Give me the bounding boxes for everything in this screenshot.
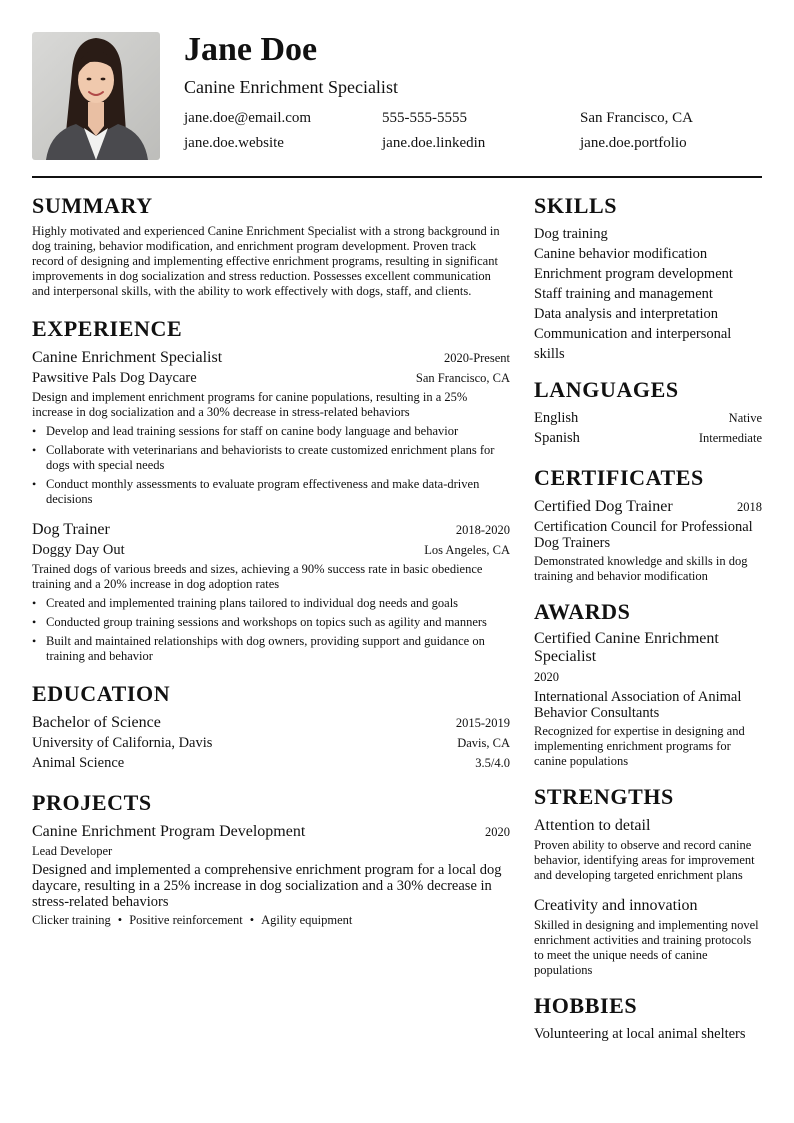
job-bullet: • Conduct monthly assessments to evaluate program effectiveness and make data-driven decisions <box>32 477 510 507</box>
summary-heading: SUMMARY <box>32 193 153 218</box>
education-heading: EDUCATION <box>32 681 171 706</box>
project-name: Canine Enrichment Program Development <box>32 823 306 840</box>
award-year: 2020 <box>534 670 559 684</box>
education-school: University of California, Davis <box>32 735 213 751</box>
language-level: Intermediate <box>698 431 762 445</box>
certificates-section <box>534 464 762 584</box>
summary-text: Highly motivated and experienced Canine Enrichment Specialist with a strong background in dog training, behavior modification, and enrichment program development. Proven track record of designing and implementing effective enrichment programs, resulting in significant improvements in dog socialization and stress reduction. Possesses excellent communication and interpersonal skills, with the ability to work effectively with dogs, staff, and clients. <box>32 224 500 298</box>
award-name: Certified Canine Enrichment Specialist <box>534 630 719 665</box>
project-year: 2020 <box>485 825 510 839</box>
skill-item: Data analysis and interpretation <box>534 306 719 322</box>
job-bullet: • Develop and lead training sessions for staff on canine body language and behavior <box>32 424 510 439</box>
candidate-name: Jane Doe <box>184 31 318 68</box>
job-location: San Francisco, CA <box>415 371 510 385</box>
header-divider <box>32 176 762 178</box>
job-bullet: • Created and implemented training plans tailored to individual dog needs and goals <box>32 596 510 611</box>
job-bullet: • Built and maintained relationships with dog owners, providing support and guidance on training and behavior <box>32 634 510 664</box>
tag-separator: • <box>249 913 255 927</box>
certificate-year: 2018 <box>737 500 762 514</box>
job-role: Canine Enrichment Specialist <box>32 349 223 366</box>
strength-name: Attention to detail <box>534 817 651 834</box>
skill-item: Staff training and management <box>534 286 713 302</box>
education-location: Davis, CA <box>457 736 510 750</box>
job-company: Doggy Day Out <box>32 542 125 558</box>
job-company: Pawsitive Pals Dog Daycare <box>32 370 197 386</box>
candidate-title: Canine Enrichment Specialist <box>184 77 398 97</box>
skill-item: Canine behavior modification <box>534 246 708 262</box>
languages-heading: LANGUAGES <box>534 377 679 402</box>
language-name: English <box>534 410 579 426</box>
job-bullet: • Collaborate with veterinarians and behaviorists to create customized enrichment plans for dogs with special needs <box>32 443 510 473</box>
job-location: Los Angeles, CA <box>424 543 510 557</box>
certificate-description: Demonstrated knowledge and skills in dog training and behavior modification <box>534 554 748 583</box>
education-section <box>32 680 510 773</box>
job-role: Dog Trainer <box>32 521 110 538</box>
education-field: Animal Science <box>32 755 125 771</box>
education-gpa: 3.5/4.0 <box>475 756 510 770</box>
skill-item: Dog training <box>534 226 608 242</box>
skills-section <box>534 192 762 364</box>
strengths-section <box>534 783 762 978</box>
languages-section <box>534 376 762 448</box>
project-tag: Clicker training <box>32 913 111 927</box>
job-entry <box>32 347 510 507</box>
job-dates: 2018-2020 <box>455 523 510 537</box>
education-dates: 2015-2019 <box>455 716 510 730</box>
contact-phone[interactable]: 555-555-5555 <box>382 110 467 126</box>
job-description: Trained dogs of various breeds and sizes, achieving a 90% success rate in basic obedience training and a 20% increase in dog adoption rates <box>32 562 483 591</box>
experience-section <box>32 315 510 664</box>
strength-name: Creativity and innovation <box>534 897 698 914</box>
certificate-name: Certified Dog Trainer <box>534 498 673 515</box>
contact-linkedin[interactable]: jane.doe.linkedin <box>382 135 486 151</box>
experience-heading: EXPERIENCE <box>32 316 183 341</box>
contact-website[interactable]: jane.doe.website <box>184 135 284 151</box>
left-column <box>32 192 510 928</box>
hobbies-section <box>534 992 762 1044</box>
skills-heading: SKILLS <box>534 193 618 218</box>
language-name: Spanish <box>534 430 580 446</box>
job-bullet: • Conducted group training sessions and workshops on topics such as agility and manners <box>32 615 510 630</box>
certificate-issuer: Certification Council for Professional Dog Trainers <box>534 519 753 551</box>
job-entry <box>32 519 510 664</box>
profile-photo <box>32 32 160 160</box>
job-bullets <box>32 424 510 507</box>
skill-item: Enrichment program development <box>534 266 733 282</box>
award-issuer: International Association of Animal Behavior Consultants <box>534 689 742 721</box>
job-dates: 2020-Present <box>444 351 510 365</box>
certificates-heading: CERTIFICATES <box>534 465 704 490</box>
projects-heading: PROJECTS <box>32 790 152 815</box>
project-tag: Positive reinforcement <box>129 913 243 927</box>
awards-heading: AWARDS <box>534 599 631 624</box>
award-description: Recognized for expertise in designing and implementing enrichment programs for canine populations <box>534 724 745 768</box>
right-column <box>534 192 762 1044</box>
projects-section <box>32 789 510 928</box>
education-degree: Bachelor of Science <box>32 714 161 731</box>
project-role: Lead Developer <box>32 844 113 858</box>
profile-photo-illustration <box>32 32 160 160</box>
project-tags <box>32 912 510 928</box>
contact-email[interactable]: jane.doe@email.com <box>184 110 312 126</box>
language-level: Native <box>728 411 762 425</box>
hobby-item: Volunteering at local animal shelters <box>534 1026 746 1042</box>
job-description: Design and implement enrichment programs for canine populations, resulting in a 25% increase in dog socialization and a 30% decrease in stress-related behaviors <box>32 390 468 419</box>
skill-item: Communication and interpersonal skills <box>534 326 732 362</box>
hobbies-heading: HOBBIES <box>534 993 638 1018</box>
project-tag: Agility equipment <box>261 913 353 927</box>
summary-section <box>32 192 510 299</box>
tag-separator: • <box>117 913 123 927</box>
awards-section <box>534 598 762 769</box>
strengths-heading: STRENGTHS <box>534 784 674 809</box>
project-description: Designed and implemented a comprehensive enrichment program for a local dog daycare, resulting in a 25% increase in dog socialization and a 30% decrease in stress-related behaviors <box>32 862 502 910</box>
contact-location: San Francisco, CA <box>580 110 693 126</box>
contact-portfolio[interactable]: jane.doe.portfolio <box>580 135 687 151</box>
strength-description: Proven ability to observe and record canine behavior, identifying areas for improvement and developing targeted enrichment plans <box>534 838 755 882</box>
strength-description: Skilled in designing and implementing novel enrichment activities and training protocols to meet the unique needs of canine populations <box>534 918 759 977</box>
job-bullets <box>32 596 510 664</box>
